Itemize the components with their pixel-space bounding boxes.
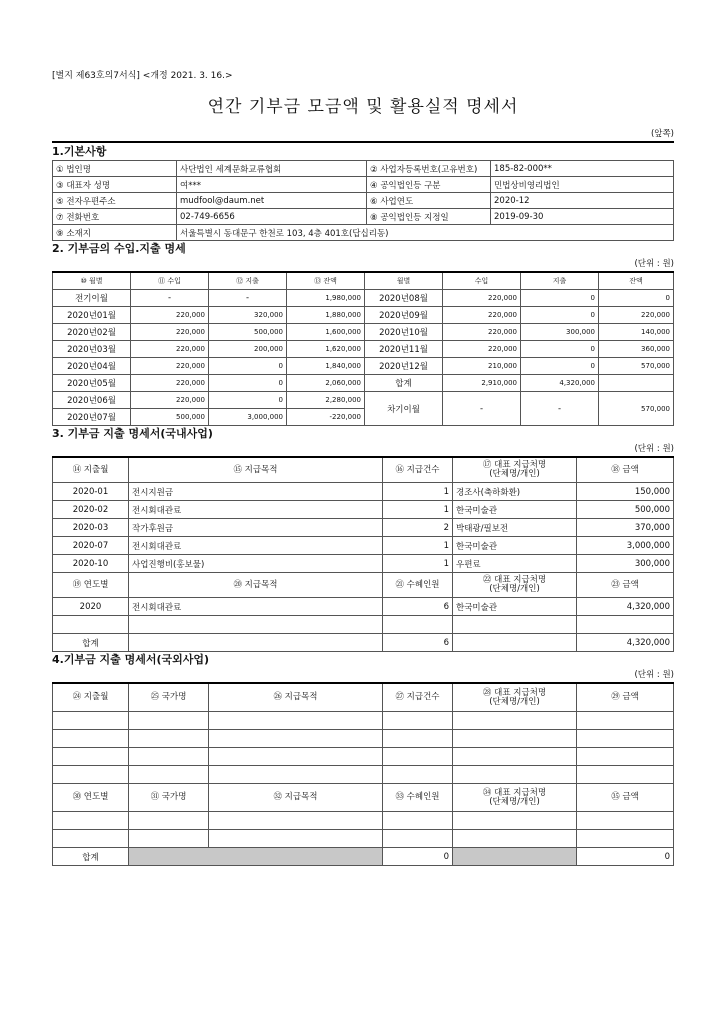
- header-text: ㉚ 연도별: [72, 792, 109, 802]
- total-row: [53, 848, 674, 866]
- income-cell: 220,000: [131, 324, 209, 341]
- empty-cell: [383, 712, 453, 730]
- expense-cell: 0: [209, 375, 287, 392]
- column-header: ⑫ 지출: [209, 272, 287, 290]
- column-header: [453, 683, 577, 712]
- carry-expense: -: [521, 392, 599, 426]
- beneficiary-count-cell: 6: [383, 598, 453, 616]
- month-cell: 2020년06월: [53, 392, 131, 409]
- info-row: [53, 177, 674, 193]
- balance-cell: 1,880,000: [287, 307, 365, 324]
- empty-cell: [53, 748, 129, 766]
- column-header: [577, 457, 674, 483]
- header-text: ㉕ 국가명: [150, 692, 187, 702]
- total-country: [129, 848, 383, 866]
- column-header: ⑪ 수입: [131, 272, 209, 290]
- table-row: [53, 812, 674, 830]
- total-label: 합계: [53, 848, 129, 866]
- income-cell: 210,000: [443, 358, 521, 375]
- month-cell: 2020년04월: [53, 358, 131, 375]
- column-header: 수입: [443, 272, 521, 290]
- header-text: (단체명/개인): [489, 469, 540, 479]
- domestic-expense-table: [52, 456, 674, 652]
- form-number: [별지 제63호의7서식] <개정 2021. 3. 16.>: [52, 71, 233, 81]
- column-header: [53, 457, 129, 483]
- empty-cell: [53, 730, 129, 748]
- field-label: ④ 공익법인등 구분: [367, 177, 491, 193]
- year-cell: 2020: [53, 598, 129, 616]
- section2-unit: (단위 : 원): [634, 259, 674, 269]
- total-amount: 4,320,000: [577, 634, 674, 652]
- field-label: ③ 대표자 성명: [53, 177, 177, 193]
- empty-cell: [577, 748, 674, 766]
- month-cell: 2020년09월: [365, 307, 443, 324]
- empty-cell: [209, 812, 383, 830]
- field-value: mudfool@daum.net: [177, 193, 367, 209]
- income-cell: 220,000: [131, 307, 209, 324]
- purpose-cell: 작가후원금: [129, 519, 383, 537]
- header-text: ㉘ 대표 지급처명: [482, 687, 547, 698]
- empty-cell: [453, 730, 577, 748]
- balance-cell: [599, 375, 674, 392]
- table-row: [53, 375, 674, 392]
- empty-cell: [129, 712, 209, 730]
- balance-cell: 0: [599, 290, 674, 307]
- expense-cell: 300,000: [521, 324, 599, 341]
- balance-cell: 220,000: [599, 307, 674, 324]
- balance-cell: 360,000: [599, 341, 674, 358]
- carry-balance: 570,000: [599, 392, 674, 426]
- month-cell: 2020-03: [53, 519, 129, 537]
- purpose-cell: 사업진행비(홍보물): [129, 555, 383, 573]
- empty-cell: [209, 830, 383, 848]
- month-cell: 2020년08월: [365, 290, 443, 307]
- empty-cell: [453, 748, 577, 766]
- total-label: 합계: [53, 634, 129, 652]
- empty-cell: [383, 748, 453, 766]
- payee-cell: [453, 616, 577, 634]
- table-row: [53, 830, 674, 848]
- header-text: ㉓ 금액: [611, 579, 639, 590]
- payee-cell: 경조사(축하화환): [453, 483, 577, 501]
- balance-cell: 140,000: [599, 324, 674, 341]
- column-header: [453, 784, 577, 812]
- expense-cell: 4,320,000: [521, 375, 599, 392]
- table-header-row: [53, 272, 674, 290]
- column-header: [383, 457, 453, 483]
- amount-cell: 500,000: [577, 501, 674, 519]
- total-purpose: [129, 634, 383, 652]
- expense-cell: 0: [521, 307, 599, 324]
- header-text: ㉗ 지급건수: [395, 692, 440, 702]
- column-header: [209, 683, 383, 712]
- empty-cell: [577, 812, 674, 830]
- table-row: [53, 598, 674, 616]
- column-header: [53, 573, 129, 598]
- month-cell: 2020-10: [53, 555, 129, 573]
- count-cell: 1: [383, 483, 453, 501]
- field-value: 사단법인 세계문화교류협회: [177, 161, 367, 177]
- field-label: ② 사업자등록번호(고유번호): [367, 161, 491, 177]
- expense-cell: 0: [521, 358, 599, 375]
- header-text: ㉜ 지급목적: [273, 792, 318, 802]
- section3-unit: (단위 : 원): [634, 444, 674, 454]
- column-header: [129, 457, 383, 483]
- header-text: ⑯ 지급건수: [395, 464, 440, 475]
- balance-cell: 1,980,000: [287, 290, 365, 307]
- column-header: ⑬ 잔액: [287, 272, 365, 290]
- table-row: [53, 555, 674, 573]
- purpose-cell: 전시회대관료: [129, 598, 383, 616]
- basic-info-table: [52, 160, 674, 241]
- balance-cell: 2,060,000: [287, 375, 365, 392]
- empty-cell: [453, 830, 577, 848]
- total-payee: [453, 848, 577, 866]
- month-cell: 2020년11월: [365, 341, 443, 358]
- column-header: [209, 784, 383, 812]
- total-amount: 0: [577, 848, 674, 866]
- table-header-row: [53, 573, 674, 598]
- month-cell: 2020년07월: [53, 409, 131, 426]
- expense-cell: 0: [521, 341, 599, 358]
- empty-cell: [209, 748, 383, 766]
- empty-cell: [453, 812, 577, 830]
- table-row: [53, 748, 674, 766]
- total-count: 0: [383, 848, 453, 866]
- month-cell: 2020년02월: [53, 324, 131, 341]
- table-header-row: [53, 457, 674, 483]
- month-cell: 2020년05월: [53, 375, 131, 392]
- column-header: [577, 683, 674, 712]
- payee-cell: 우편료: [453, 555, 577, 573]
- month-cell: 2020년10월: [365, 324, 443, 341]
- field-label: ⑥ 사업연도: [367, 193, 491, 209]
- column-header: [383, 683, 453, 712]
- count-cell: 2: [383, 519, 453, 537]
- table-header-row: [53, 784, 674, 812]
- empty-cell: [383, 812, 453, 830]
- income-cell: 220,000: [131, 358, 209, 375]
- amount-cell: [577, 616, 674, 634]
- column-header: ⑩ 월별: [53, 272, 131, 290]
- header-text: ㉙ 금액: [611, 692, 639, 702]
- info-row: [53, 161, 674, 177]
- balance-cell: -220,000: [287, 409, 365, 426]
- month-cell: 2020-07: [53, 537, 129, 555]
- empty-cell: [577, 766, 674, 784]
- column-header: [453, 457, 577, 483]
- purpose-cell: 전시회대관료: [129, 501, 383, 519]
- info-row: [53, 193, 674, 209]
- balance-cell: 2,280,000: [287, 392, 365, 409]
- empty-cell: [129, 830, 209, 848]
- empty-cell: [577, 830, 674, 848]
- balance-cell: 1,840,000: [287, 358, 365, 375]
- header-text: (단체명/개인): [489, 796, 540, 807]
- empty-cell: [129, 812, 209, 830]
- balance-cell: 1,600,000: [287, 324, 365, 341]
- info-row: [53, 209, 674, 225]
- section2-title: 2. 기부금의 수입.지출 명세: [52, 242, 186, 255]
- table-row: [53, 616, 674, 634]
- table-row: [53, 483, 674, 501]
- column-header: 잔액: [599, 272, 674, 290]
- column-header: [53, 683, 129, 712]
- income-cell: 220,000: [443, 341, 521, 358]
- column-header: 지출: [521, 272, 599, 290]
- payee-cell: 한국미술관: [453, 501, 577, 519]
- header-text: ⑱ 금액: [611, 464, 639, 475]
- income-cell: 220,000: [131, 341, 209, 358]
- expense-cell: 500,000: [209, 324, 287, 341]
- column-header: 월별: [365, 272, 443, 290]
- overseas-expense-table: [52, 682, 674, 866]
- purpose-cell: 전시회대관료: [129, 537, 383, 555]
- empty-cell: [453, 766, 577, 784]
- section4-title: 4.기부금 지출 명세서(국외사업): [52, 653, 210, 666]
- table-row: [53, 392, 674, 409]
- column-header: [129, 683, 209, 712]
- table-row: [53, 307, 674, 324]
- column-header: [577, 784, 674, 812]
- amount-cell: 3,000,000: [577, 537, 674, 555]
- address-label: ⑨ 소재지: [53, 225, 177, 241]
- empty-cell: [383, 766, 453, 784]
- field-value: 2019-09-30: [491, 209, 674, 225]
- field-value: 2020-12: [491, 193, 674, 209]
- month-cell: 2020-01: [53, 483, 129, 501]
- carry-income: -: [443, 392, 521, 426]
- table-row: [53, 766, 674, 784]
- header-text: ㉑ 수혜인원: [395, 579, 440, 590]
- empty-cell: [209, 712, 383, 730]
- header-text: ㉒ 대표 지급처명: [482, 575, 547, 585]
- empty-cell: [129, 730, 209, 748]
- empty-cell: [577, 712, 674, 730]
- table-row: [53, 730, 674, 748]
- month-cell: 2020년12월: [365, 358, 443, 375]
- income-cell: 2,910,000: [443, 375, 521, 392]
- column-header: [129, 573, 383, 598]
- month-cell: 2020년03월: [53, 341, 131, 358]
- amount-cell: 150,000: [577, 483, 674, 501]
- month-cell: 합계: [365, 375, 443, 392]
- total-row: [53, 634, 674, 652]
- empty-cell: [53, 766, 129, 784]
- income-cell: 220,000: [443, 324, 521, 341]
- document-title: 연간 기부금 모금액 및 활용실적 명세서: [207, 97, 519, 117]
- amount-cell: 4,320,000: [577, 598, 674, 616]
- month-cell: 전기이월: [53, 290, 131, 307]
- field-value: 02-749-6656: [177, 209, 367, 225]
- month-cell: 2020-02: [53, 501, 129, 519]
- empty-cell: [383, 730, 453, 748]
- header-text: (단체명/개인): [489, 696, 540, 707]
- empty-cell: [53, 812, 129, 830]
- field-value: 민법상비영리법인: [491, 177, 674, 193]
- form-page: [52, 68, 674, 866]
- header-text: ㉟ 금액: [611, 792, 639, 802]
- payee-cell: 한국미술관: [453, 598, 577, 616]
- header-text: ㉛ 국가명: [150, 792, 187, 802]
- section4-unit: (단위 : 원): [634, 670, 674, 680]
- empty-cell: [577, 730, 674, 748]
- expense-cell: 0: [209, 358, 287, 375]
- month-cell: 2020년01월: [53, 307, 131, 324]
- balance-cell: 570,000: [599, 358, 674, 375]
- side-label: (앞쪽): [650, 129, 674, 139]
- income-cell: 220,000: [131, 392, 209, 409]
- total-count: 6: [383, 634, 453, 652]
- header-text: ⑰ 대표 지급처명: [482, 460, 547, 470]
- column-header: [53, 784, 129, 812]
- expense-cell: 0: [209, 392, 287, 409]
- year-cell: [53, 616, 129, 634]
- header-text: ㉝ 수혜인원: [395, 792, 440, 802]
- empty-cell: [129, 748, 209, 766]
- header-text: ㉞ 대표 지급처명: [482, 787, 547, 798]
- table-row: [53, 537, 674, 555]
- field-label: ① 법인명: [53, 161, 177, 177]
- expense-cell: -: [209, 290, 287, 307]
- empty-cell: [209, 766, 383, 784]
- header-text: ㉔ 지출월: [72, 692, 109, 702]
- column-header: [383, 573, 453, 598]
- count-cell: 1: [383, 537, 453, 555]
- field-label: ⑧ 공익법인등 지정일: [367, 209, 491, 225]
- table-row: [53, 712, 674, 730]
- empty-cell: [129, 766, 209, 784]
- field-label: ⑦ 전화번호: [53, 209, 177, 225]
- income-expense-table: [52, 271, 674, 426]
- amount-cell: 370,000: [577, 519, 674, 537]
- column-header: [383, 784, 453, 812]
- expense-cell: 0: [521, 290, 599, 307]
- payee-cell: 한국미술관: [453, 537, 577, 555]
- table-row: [53, 324, 674, 341]
- header-text: ⑭ 지출월: [72, 464, 109, 475]
- purpose-cell: 전시지원금: [129, 483, 383, 501]
- section3-title: 3. 기부금 지출 명세서(국내사업): [52, 427, 213, 440]
- count-cell: 1: [383, 501, 453, 519]
- payee-cell: 박태광/필보전: [453, 519, 577, 537]
- table-row: [53, 341, 674, 358]
- count-cell: 1: [383, 555, 453, 573]
- field-value: 185-82-000**: [491, 161, 674, 177]
- income-cell: 220,000: [131, 375, 209, 392]
- empty-cell: [209, 730, 383, 748]
- expense-cell: 320,000: [209, 307, 287, 324]
- empty-cell: [53, 830, 129, 848]
- field-value: 여***: [177, 177, 367, 193]
- income-cell: 500,000: [131, 409, 209, 426]
- section1-title: 1.기본사항: [52, 141, 674, 160]
- purpose-cell: [129, 616, 383, 634]
- carry-label: 차기이월: [365, 392, 443, 426]
- header-text: ⑲ 연도별: [72, 579, 109, 590]
- expense-cell: 3,000,000: [209, 409, 287, 426]
- empty-cell: [53, 712, 129, 730]
- header-text: ⑳ 지급목적: [233, 579, 278, 590]
- column-header: [453, 573, 577, 598]
- field-label: ⑤ 전자우편주소: [53, 193, 177, 209]
- table-row: [53, 290, 674, 307]
- income-cell: 220,000: [443, 290, 521, 307]
- empty-cell: [453, 712, 577, 730]
- balance-cell: 1,620,000: [287, 341, 365, 358]
- column-header: [577, 573, 674, 598]
- table-row: [53, 519, 674, 537]
- table-header-row: [53, 683, 674, 712]
- income-cell: -: [131, 290, 209, 307]
- address-value: 서울특별시 동대문구 한천로 103, 4층 401호(답십리동): [177, 225, 674, 241]
- empty-cell: [383, 830, 453, 848]
- amount-cell: 300,000: [577, 555, 674, 573]
- header-text: (단체명/개인): [489, 584, 540, 594]
- expense-cell: 200,000: [209, 341, 287, 358]
- beneficiary-count-cell: [383, 616, 453, 634]
- total-payee: [453, 634, 577, 652]
- table-row: [53, 358, 674, 375]
- income-cell: 220,000: [443, 307, 521, 324]
- table-row: [53, 501, 674, 519]
- header-text: ⑮ 지급목적: [233, 464, 278, 475]
- header-text: ㉖ 지급목적: [273, 692, 318, 702]
- column-header: [129, 784, 209, 812]
